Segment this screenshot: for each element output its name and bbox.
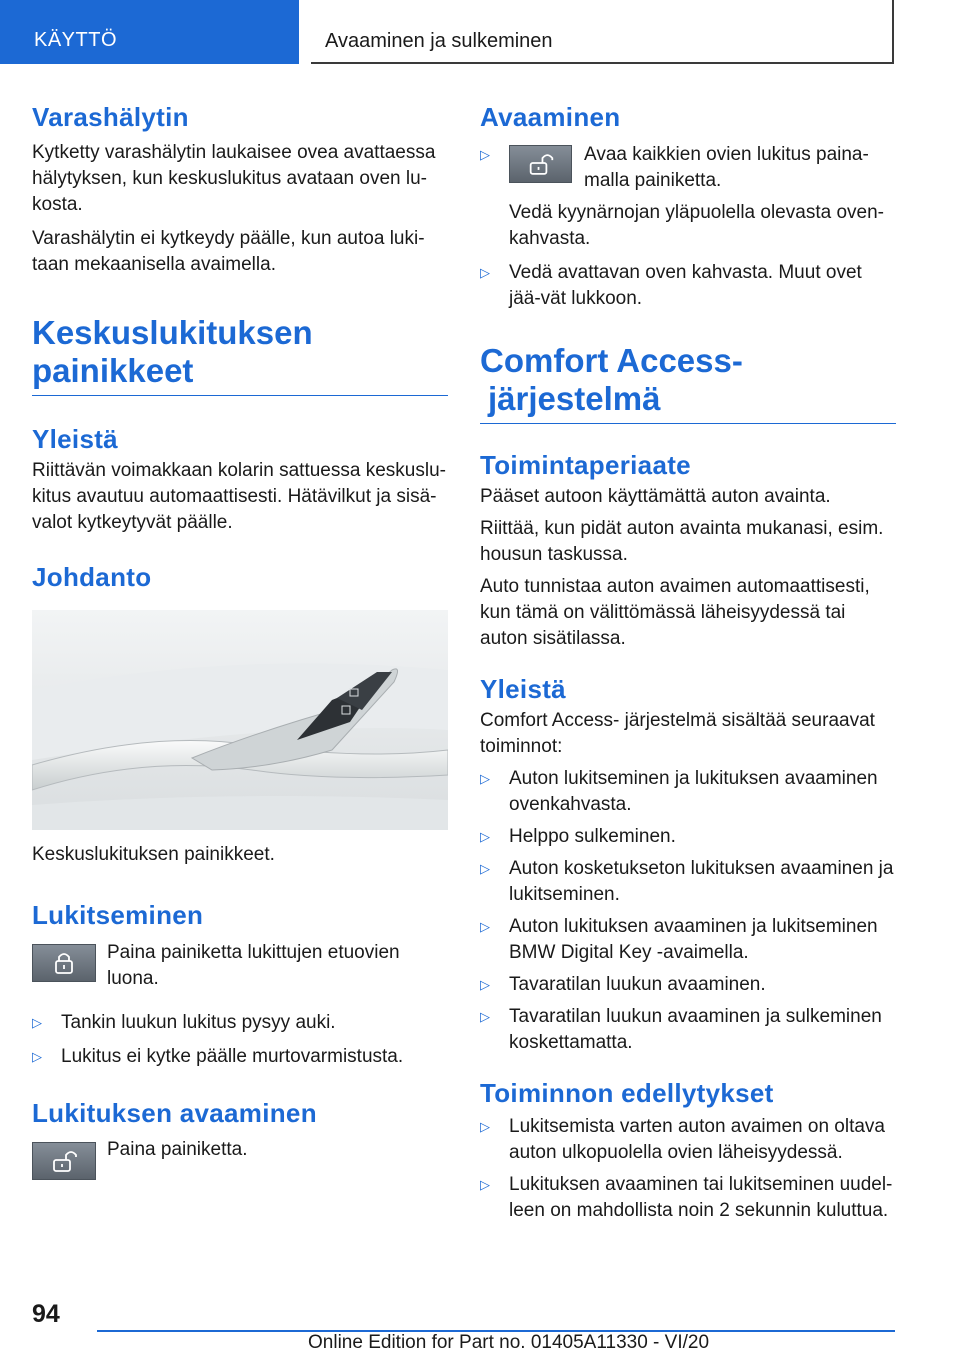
list-item: ▷ Vedä avattavan oven kahvasta. Muut ovet jää-vät lukkoon.	[480, 262, 862, 309]
unlock-heading: Lukituksen avaaminen	[32, 1098, 317, 1128]
header-section-label: KÄYTTÖ	[34, 29, 118, 51]
intro-heading: Johdanto	[32, 562, 152, 592]
lock-heading: Lukitseminen	[32, 900, 204, 930]
open-item-1	[480, 142, 896, 252]
triangle-bullet-icon: ▷	[480, 977, 490, 992]
central-lock-heading-line2: painikkeet	[32, 352, 194, 389]
central-lock-heading-line1: Keskuslukituksen	[32, 314, 313, 351]
requirements-bullets	[480, 1114, 896, 1224]
list-item: ▷ Tavaratilan luukun avaaminen ja sulkeminen koskettamatta.	[480, 1006, 882, 1053]
comfort-access-heading	[480, 342, 896, 424]
principle-paragraph-3: Auto tunnistaa auton avaimen automaattisesti, kun tämä on välittömässä läheisyydessä tai auton sisätilassa.	[480, 576, 870, 649]
header-topic-label: Avaaminen ja sulkeminen	[325, 30, 553, 52]
unlock-icon	[33, 1143, 95, 1179]
principle-paragraph-2: Riittää, kun pidät auton avainta mukanasi, esim. housun taskussa.	[480, 518, 884, 565]
open-bullets	[480, 260, 896, 312]
alarm-heading: Varashälytin	[32, 102, 189, 132]
open-heading: Avaaminen	[480, 102, 621, 132]
general-paragraph-right: Comfort Access- järjestelmä sisältää seuraavat toiminnot:	[480, 710, 875, 757]
general-heading-right: Yleistä	[480, 674, 566, 704]
list-item: ▷ Lukitsemista varten auton avaimen on oltava auton ulkopuolella ovien läheisyydessä.	[480, 1116, 885, 1163]
triangle-bullet-icon: ▷	[32, 1015, 42, 1030]
header-section-tab	[0, 0, 299, 64]
unlock-button-image	[509, 145, 572, 183]
triangle-bullet-icon: ▷	[480, 1177, 490, 1192]
open-item-1-extra: Vedä kyynärnojan yläpuolella olevasta oven-kahvasta.	[509, 202, 884, 249]
unlock-button-image	[32, 1142, 96, 1180]
triangle-bullet-icon: ▷	[32, 1049, 42, 1064]
triangle-bullet-icon: ▷	[480, 861, 490, 876]
lock-instruction	[32, 936, 448, 992]
list-item: ▷ Tankin luukun lukitus pysyy auki.	[32, 1010, 448, 1036]
lock-bullets	[32, 1010, 448, 1070]
page-number: 94	[32, 1300, 60, 1328]
central-lock-heading	[32, 314, 448, 396]
list-item: ▷ Tavaratilan luukun avaaminen.	[480, 972, 896, 998]
principle-paragraph-1: Pääset autoon käyttämättä auton avainta.	[480, 486, 831, 507]
door-handle-photo	[32, 610, 448, 830]
comfort-access-heading-line2: järjestelmä	[488, 380, 661, 417]
lock-icon	[33, 945, 95, 981]
unlock-icon	[510, 146, 571, 182]
triangle-bullet-icon: ▷	[480, 147, 490, 162]
unlock-text: Paina painiketta.	[107, 1139, 248, 1160]
triangle-bullet-icon: ▷	[480, 265, 490, 280]
general-bullets	[480, 766, 896, 1056]
triangle-bullet-icon: ▷	[480, 1119, 490, 1134]
principle-heading: Toimintaperiaate	[480, 450, 691, 480]
requirements-heading: Toiminnon edellytykset	[480, 1078, 774, 1108]
alarm-paragraph-2: Varashälytin ei kytkeydy päälle, kun autoa luki-taan mekaanisella avaimella.	[32, 228, 425, 275]
comfort-access-heading-line1: Comfort Access-	[480, 342, 743, 379]
figure-caption: Keskuslukituksen painikkeet.	[32, 844, 275, 865]
general-paragraph-left: Riittävän voimakkaan kolarin sattuessa keskuslu-kitus avautuu automaattisesti. Hätävilkut ja sisä-valot kytkeytyvät päälle.	[32, 460, 446, 533]
list-item: ▷ Auton kosketukseton lukituksen avaaminen ja lukitseminen.	[480, 858, 894, 905]
footer-edition-text: Online Edition for Part no. 01405A11330 - VI/20	[308, 1332, 710, 1353]
open-item-1-text: Avaa kaikkien ovien lukitus paina-malla painiketta.	[584, 144, 869, 191]
list-item: ▷ Auton lukitseminen ja lukituksen avaaminen ovenkahvasta.	[480, 768, 878, 815]
triangle-bullet-icon: ▷	[480, 1009, 490, 1024]
left-column	[32, 100, 448, 1184]
list-item: ▷ Auton lukituksen avaaminen ja lukitseminen BMW Digital Key -avaimella.	[480, 916, 878, 963]
general-heading-left: Yleistä	[32, 424, 118, 454]
header-topic-box	[311, 0, 894, 64]
list-item: ▷ Helppo sulkeminen.	[480, 824, 896, 850]
triangle-bullet-icon: ▷	[480, 829, 490, 844]
triangle-bullet-icon: ▷	[480, 919, 490, 934]
list-item: ▷ Lukitus ei kytke päälle murtovarmistusta.	[32, 1044, 448, 1070]
triangle-bullet-icon: ▷	[480, 771, 490, 786]
right-column	[480, 100, 896, 1224]
list-item: ▷ Lukituksen avaaminen tai lukitseminen uudel-leen on mahdollista noin 2 sekunnin kuluttua.	[480, 1174, 893, 1221]
lock-button-image	[32, 944, 96, 982]
lock-text: Paina painiketta lukittujen etuovien luona.	[107, 942, 400, 989]
unlock-instruction	[32, 1134, 448, 1184]
alarm-paragraph-1: Kytketty varashälytin laukaisee ovea avattaessa hälytyksen, kun keskuslukitus avataan oven lu-kosta.	[32, 142, 436, 215]
